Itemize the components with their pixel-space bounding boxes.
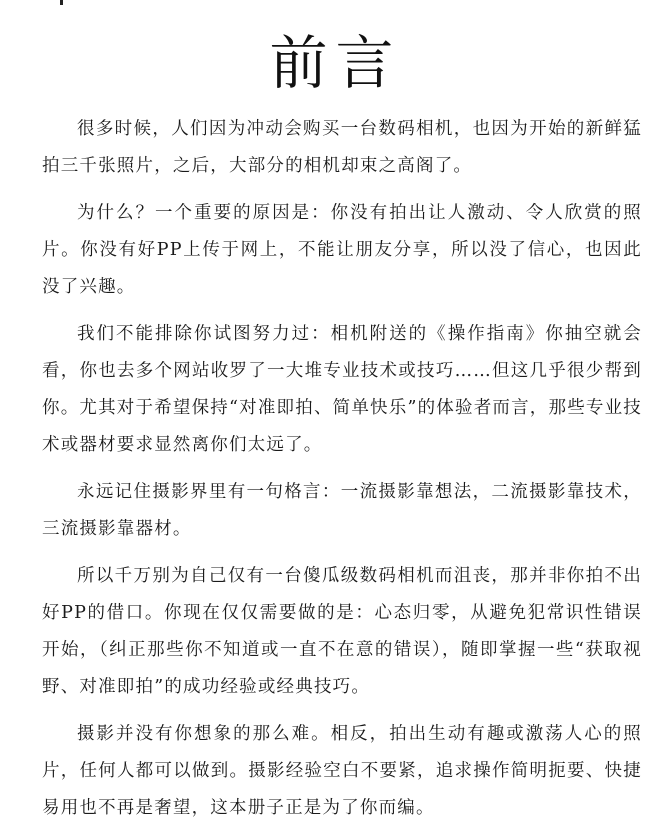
paragraph-5: 所以千万别为自己仅有一台傻瓜级数码相机而沮丧，那并非你拍不出好PP的借口。你现在仅仅需要做的是：心态归零，从避免犯常识性错误开始，（纠正那些你不知道或一直不在意的错误），随即掌握一些“获取视野、对准即拍”的成功经验或经典技巧。 bbox=[42, 566, 642, 697]
paragraph-1: 很多时候，人们因为冲动会购买一台数码相机，也因为开始的新鲜猛拍三千张照片，之后，大部分的相机却束之高阁了。 bbox=[42, 119, 642, 176]
paragraph-4: 永远记住摄影界里有一句格言：一流摄影靠想法，二流摄影靠技术，三流摄影靠器材。 bbox=[42, 482, 642, 539]
paragraph-6: 摄影并没有你想象的那么难。相反，拍出生动有趣或激荡人心的照片，任何人都可以做到。摄影经验空白不要紧，追求操作简明扼要、快捷易用也不再是奢望，这本册子正是为了你而编。 bbox=[42, 724, 642, 818]
paragraph-3: 我们不能排除你试图努力过：相机附送的《操作指南》你抽空就会看，你也去多个网站收罗了一大堆专业技术或技巧……但这几乎很少帮到你。尤其对于希望保持“对准即拍、简单快乐”的体验者而言，那些专业技术或器材要求显然离你们太远了。 bbox=[42, 324, 642, 455]
page-title: 前言 bbox=[269, 29, 402, 97]
page-corner-mark bbox=[60, 0, 63, 5]
preface-body bbox=[42, 111, 642, 837]
paragraph-2: 为什么？一个重要的原因是：你没有拍出让人激动、令人欣赏的照片。你没有好PP上传于网上，不能让朋友分享，所以没了信心，也因此没了兴趣。 bbox=[42, 203, 642, 297]
